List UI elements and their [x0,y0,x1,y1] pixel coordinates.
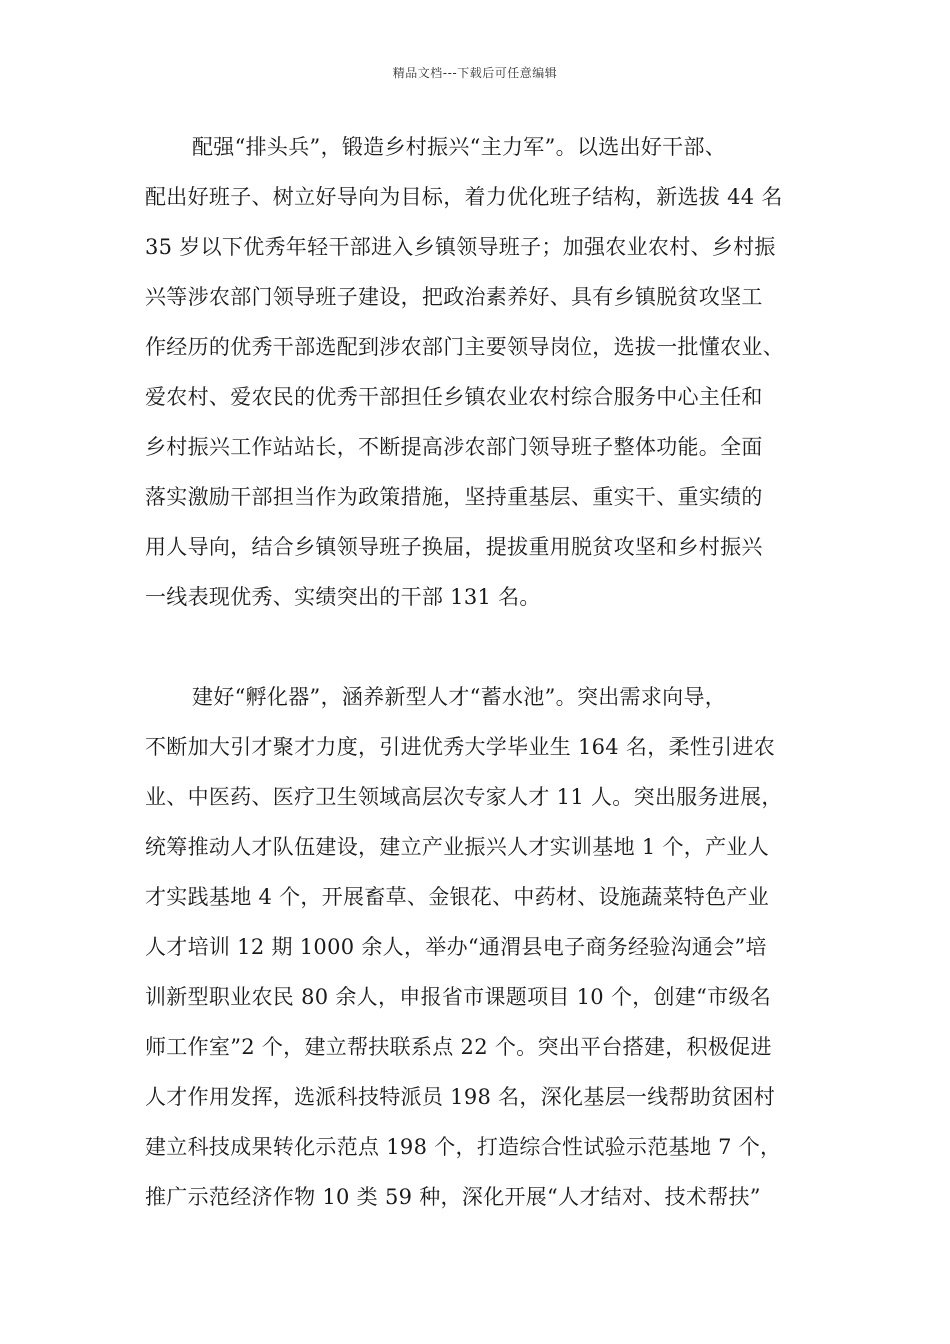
text-line: 人才培训 12 期 1000 余人，举办“通渭县电子商务经验沟通会”培 [145,935,767,959]
page-header: 精品文档---下载后可任意编辑 [392,66,558,80]
text-line: 人才作用发挥，选派科技特派员 198 名，深化基层一线帮助贫困村 [145,1085,776,1109]
text-line: 配强“排头兵”，锻造乡村振兴“主力军”。以选出好干部、 [192,135,727,159]
text-line: 不断加大引才聚才力度，引进优秀大学毕业生 164 名，柔性引进农 [145,735,776,759]
text-line: 训新型职业农民 80 余人，申报省市课题项目 10 个，创建“市级名 [145,985,772,1009]
text-line: 业、中医药、医疗卫生领域高层次专家人才 11 人。突出服务进展， [145,785,783,809]
text-line: 配出好班子、树立好导向为目标，着力优化班子结构，新选拔 44 名 [145,185,783,209]
text-line: 乡村振兴工作站站长，不断提高涉农部门领导班子整体功能。全面 [145,435,763,459]
text-line: 建好“孵化器”，涵养新型人才“蓄水池”。突出需求向导， [192,685,727,709]
text-line: 爱农村、爱农民的优秀干部担任乡镇农业农村综合服务中心主任和 [145,385,763,409]
text-line: 作经历的优秀干部选配到涉农部门主要领导岗位，选拔一批懂农业、 [145,335,784,359]
text-line: 师工作室”2 个，建立帮扶联系点 22 个。突出平台搭建，积极促进 [145,1035,772,1059]
text-line: 用人导向，结合乡镇领导班子换届，提拔重用脱贫攻坚和乡村振兴 [145,535,763,559]
paragraph-2 [145,672,815,1222]
text-line: 才实践基地 4 个，开展畜草、金银花、中药材、设施蔬菜特色产业 [145,885,770,909]
text-line: 落实激励干部担当作为政策措施，坚持重基层、重实干、重实绩的 [145,485,763,509]
text-line: 一线表现优秀、实绩突出的干部 131 名。 [145,585,541,609]
text-line: 35 岁以下优秀年轻干部进入乡镇领导班子；加强农业农村、乡村振 [145,235,776,259]
text-line: 统筹推动人才队伍建设，建立产业振兴人才实训基地 1 个，产业人 [145,835,770,859]
text-line: 推广示范经济作物 10 类 59 种，深化开展“人才结对、技术帮扶” [145,1185,761,1209]
paragraph-1 [145,122,815,622]
text-line: 兴等涉农部门领导班子建设，把政治素养好、具有乡镇脱贫攻坚工 [145,285,763,309]
text-line: 建立科技成果转化示范点 198 个，打造综合性试验示范基地 7 个， [145,1135,782,1159]
